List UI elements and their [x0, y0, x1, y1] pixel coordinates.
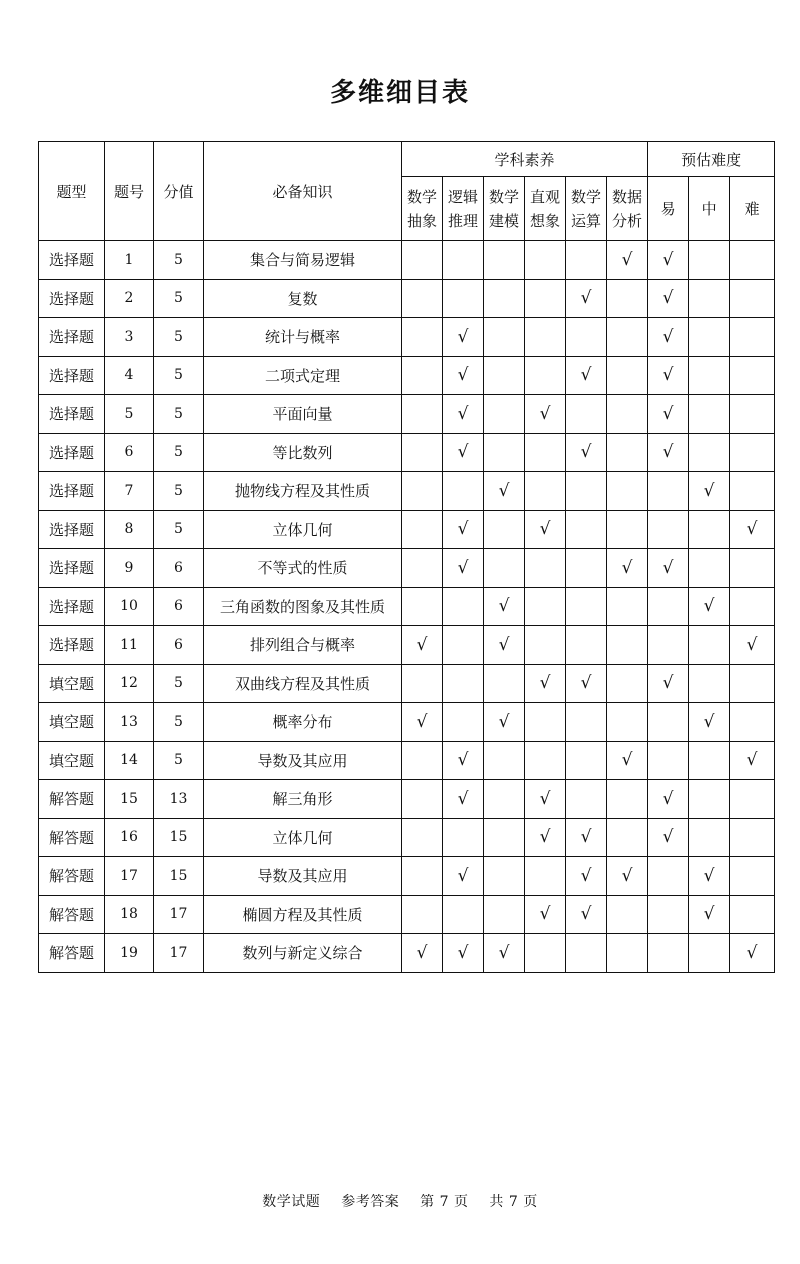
- check-mark: √: [730, 510, 775, 549]
- check-mark: √: [525, 395, 566, 434]
- header-difficulty-2: 难: [730, 177, 775, 241]
- empty-cell: [443, 626, 484, 665]
- empty-cell: [648, 895, 689, 934]
- cell-score: 5: [154, 318, 204, 357]
- cell-type: 选择题: [39, 472, 105, 511]
- empty-cell: [648, 472, 689, 511]
- empty-cell: [730, 703, 775, 742]
- empty-cell: [443, 279, 484, 318]
- empty-cell: [566, 626, 607, 665]
- cell-number: 2: [105, 279, 154, 318]
- empty-cell: [689, 818, 730, 857]
- empty-cell: [484, 895, 525, 934]
- cell-score: 15: [154, 857, 204, 896]
- cell-score: 5: [154, 356, 204, 395]
- cell-score: 5: [154, 472, 204, 511]
- cell-score: 17: [154, 895, 204, 934]
- empty-cell: [689, 279, 730, 318]
- check-mark: √: [443, 510, 484, 549]
- cell-knowledge: 解三角形: [204, 780, 402, 819]
- page-footer: [0, 1191, 800, 1211]
- check-mark: √: [402, 934, 443, 973]
- empty-cell: [730, 895, 775, 934]
- header-difficulty-1: 中: [689, 177, 730, 241]
- empty-cell: [648, 626, 689, 665]
- empty-cell: [730, 433, 775, 472]
- cell-score: 6: [154, 587, 204, 626]
- header-literacy-3: 直观 想象: [525, 177, 566, 241]
- cell-knowledge: 立体几何: [204, 510, 402, 549]
- empty-cell: [730, 395, 775, 434]
- check-mark: √: [402, 703, 443, 742]
- footer-answer: 参考答案: [341, 1194, 400, 1210]
- cell-knowledge: 导数及其应用: [204, 741, 402, 780]
- check-mark: √: [525, 780, 566, 819]
- empty-cell: [566, 472, 607, 511]
- check-mark: √: [689, 703, 730, 742]
- header-difficulty-0: 易: [648, 177, 689, 241]
- empty-cell: [484, 780, 525, 819]
- cell-type: 解答题: [39, 818, 105, 857]
- empty-cell: [607, 626, 648, 665]
- cell-number: 10: [105, 587, 154, 626]
- check-mark: √: [443, 857, 484, 896]
- cell-knowledge: 概率分布: [204, 703, 402, 742]
- cell-knowledge: 导数及其应用: [204, 857, 402, 896]
- empty-cell: [484, 818, 525, 857]
- check-mark: √: [566, 818, 607, 857]
- check-mark: √: [402, 626, 443, 665]
- empty-cell: [402, 279, 443, 318]
- header-literacy-1: 逻辑 推理: [443, 177, 484, 241]
- empty-cell: [730, 857, 775, 896]
- empty-cell: [607, 664, 648, 703]
- empty-cell: [730, 318, 775, 357]
- empty-cell: [607, 895, 648, 934]
- cell-type: 填空题: [39, 741, 105, 780]
- empty-cell: [607, 433, 648, 472]
- empty-cell: [607, 318, 648, 357]
- empty-cell: [525, 549, 566, 588]
- cell-knowledge: 抛物线方程及其性质: [204, 472, 402, 511]
- check-mark: √: [566, 857, 607, 896]
- empty-cell: [525, 741, 566, 780]
- cell-score: 5: [154, 664, 204, 703]
- cell-type: 填空题: [39, 664, 105, 703]
- header-literacy-4: 数学 运算: [566, 177, 607, 241]
- empty-cell: [566, 318, 607, 357]
- empty-cell: [443, 664, 484, 703]
- header-type: 题型: [39, 142, 105, 241]
- empty-cell: [607, 703, 648, 742]
- empty-cell: [525, 433, 566, 472]
- cell-number: 19: [105, 934, 154, 973]
- table-body: [39, 241, 775, 973]
- footer-total: 共 7 页: [489, 1194, 538, 1210]
- footer-page: 第 7 页: [420, 1194, 469, 1210]
- empty-cell: [566, 510, 607, 549]
- cell-number: 3: [105, 318, 154, 357]
- check-mark: √: [484, 626, 525, 665]
- empty-cell: [607, 510, 648, 549]
- empty-cell: [484, 318, 525, 357]
- cell-score: 5: [154, 510, 204, 549]
- cell-score: 17: [154, 934, 204, 973]
- check-mark: √: [443, 356, 484, 395]
- empty-cell: [402, 587, 443, 626]
- check-mark: √: [525, 664, 566, 703]
- empty-cell: [689, 934, 730, 973]
- cell-type: 填空题: [39, 703, 105, 742]
- check-mark: √: [648, 780, 689, 819]
- header-number: 题号: [105, 142, 154, 241]
- table-row: [39, 356, 775, 395]
- empty-cell: [402, 510, 443, 549]
- cell-number: 17: [105, 857, 154, 896]
- header-literacy-0: 数学 抽象: [402, 177, 443, 241]
- empty-cell: [607, 356, 648, 395]
- table-row: [39, 433, 775, 472]
- table-row: [39, 780, 775, 819]
- cell-number: 1: [105, 241, 154, 280]
- table-row: [39, 279, 775, 318]
- empty-cell: [689, 510, 730, 549]
- empty-cell: [525, 587, 566, 626]
- empty-cell: [525, 356, 566, 395]
- cell-score: 5: [154, 741, 204, 780]
- empty-cell: [730, 818, 775, 857]
- empty-cell: [566, 741, 607, 780]
- empty-cell: [402, 395, 443, 434]
- empty-cell: [730, 356, 775, 395]
- cell-score: 5: [154, 703, 204, 742]
- empty-cell: [525, 318, 566, 357]
- cell-number: 14: [105, 741, 154, 780]
- check-mark: √: [607, 857, 648, 896]
- cell-type: 解答题: [39, 780, 105, 819]
- check-mark: √: [443, 433, 484, 472]
- empty-cell: [689, 395, 730, 434]
- empty-cell: [607, 587, 648, 626]
- cell-knowledge: 等比数列: [204, 433, 402, 472]
- cell-type: 选择题: [39, 587, 105, 626]
- empty-cell: [689, 356, 730, 395]
- empty-cell: [402, 818, 443, 857]
- cell-score: 13: [154, 780, 204, 819]
- empty-cell: [648, 510, 689, 549]
- table-row: [39, 395, 775, 434]
- check-mark: √: [648, 818, 689, 857]
- specification-table: [38, 141, 775, 973]
- check-mark: √: [689, 857, 730, 896]
- check-mark: √: [607, 741, 648, 780]
- cell-type: 选择题: [39, 395, 105, 434]
- empty-cell: [525, 934, 566, 973]
- empty-cell: [566, 241, 607, 280]
- cell-type: 选择题: [39, 626, 105, 665]
- cell-score: 5: [154, 241, 204, 280]
- empty-cell: [443, 703, 484, 742]
- check-mark: √: [648, 279, 689, 318]
- cell-number: 6: [105, 433, 154, 472]
- cell-score: 5: [154, 433, 204, 472]
- check-mark: √: [484, 934, 525, 973]
- empty-cell: [648, 934, 689, 973]
- check-mark: √: [484, 472, 525, 511]
- cell-score: 5: [154, 279, 204, 318]
- cell-number: 7: [105, 472, 154, 511]
- page-title: 多维细目表: [329, 78, 470, 108]
- check-mark: √: [566, 356, 607, 395]
- empty-cell: [402, 780, 443, 819]
- empty-cell: [607, 780, 648, 819]
- table-row: [39, 587, 775, 626]
- cell-type: 选择题: [39, 549, 105, 588]
- empty-cell: [689, 433, 730, 472]
- empty-cell: [648, 703, 689, 742]
- empty-cell: [402, 741, 443, 780]
- empty-cell: [525, 241, 566, 280]
- table-row: [39, 626, 775, 665]
- cell-number: 9: [105, 549, 154, 588]
- empty-cell: [566, 934, 607, 973]
- empty-cell: [484, 433, 525, 472]
- header-score: 分值: [154, 142, 204, 241]
- check-mark: √: [689, 895, 730, 934]
- table-row: [39, 510, 775, 549]
- check-mark: √: [525, 510, 566, 549]
- table-header: [39, 142, 775, 241]
- empty-cell: [484, 741, 525, 780]
- cell-knowledge: 椭圆方程及其性质: [204, 895, 402, 934]
- empty-cell: [443, 472, 484, 511]
- empty-cell: [566, 549, 607, 588]
- empty-cell: [484, 241, 525, 280]
- check-mark: √: [484, 587, 525, 626]
- empty-cell: [566, 395, 607, 434]
- cell-type: 选择题: [39, 318, 105, 357]
- check-mark: √: [730, 741, 775, 780]
- cell-knowledge: 二项式定理: [204, 356, 402, 395]
- check-mark: √: [730, 934, 775, 973]
- empty-cell: [689, 549, 730, 588]
- empty-cell: [402, 895, 443, 934]
- check-mark: √: [443, 741, 484, 780]
- cell-knowledge: 集合与简易逻辑: [204, 241, 402, 280]
- empty-cell: [689, 318, 730, 357]
- cell-number: 8: [105, 510, 154, 549]
- empty-cell: [525, 857, 566, 896]
- empty-cell: [689, 241, 730, 280]
- empty-cell: [607, 472, 648, 511]
- cell-knowledge: 立体几何: [204, 818, 402, 857]
- empty-cell: [730, 549, 775, 588]
- table-row: [39, 703, 775, 742]
- empty-cell: [607, 934, 648, 973]
- empty-cell: [689, 741, 730, 780]
- check-mark: √: [443, 780, 484, 819]
- cell-knowledge: 双曲线方程及其性质: [204, 664, 402, 703]
- cell-type: 选择题: [39, 241, 105, 280]
- check-mark: √: [484, 703, 525, 742]
- table-row: [39, 318, 775, 357]
- empty-cell: [730, 664, 775, 703]
- empty-cell: [689, 780, 730, 819]
- check-mark: √: [525, 895, 566, 934]
- empty-cell: [484, 857, 525, 896]
- cell-score: 15: [154, 818, 204, 857]
- header-literacy-2: 数学 建模: [484, 177, 525, 241]
- cell-knowledge: 不等式的性质: [204, 549, 402, 588]
- table-row: [39, 934, 775, 973]
- empty-cell: [648, 587, 689, 626]
- cell-type: 选择题: [39, 279, 105, 318]
- empty-cell: [607, 818, 648, 857]
- header-knowledge: 必备知识: [204, 142, 402, 241]
- empty-cell: [402, 433, 443, 472]
- empty-cell: [648, 741, 689, 780]
- empty-cell: [484, 664, 525, 703]
- empty-cell: [566, 587, 607, 626]
- cell-type: 解答题: [39, 895, 105, 934]
- cell-knowledge: 排列组合与概率: [204, 626, 402, 665]
- empty-cell: [402, 472, 443, 511]
- cell-number: 4: [105, 356, 154, 395]
- empty-cell: [648, 857, 689, 896]
- cell-number: 15: [105, 780, 154, 819]
- empty-cell: [402, 549, 443, 588]
- cell-number: 11: [105, 626, 154, 665]
- empty-cell: [443, 587, 484, 626]
- empty-cell: [607, 279, 648, 318]
- check-mark: √: [648, 664, 689, 703]
- header-difficulty-group: 预估难度: [648, 142, 775, 177]
- check-mark: √: [730, 626, 775, 665]
- cell-type: 选择题: [39, 356, 105, 395]
- check-mark: √: [566, 895, 607, 934]
- check-mark: √: [648, 356, 689, 395]
- empty-cell: [525, 703, 566, 742]
- cell-number: 18: [105, 895, 154, 934]
- check-mark: √: [648, 549, 689, 588]
- table-row: [39, 241, 775, 280]
- empty-cell: [402, 241, 443, 280]
- empty-cell: [730, 780, 775, 819]
- empty-cell: [689, 664, 730, 703]
- empty-cell: [525, 279, 566, 318]
- cell-score: 5: [154, 395, 204, 434]
- table-row: [39, 741, 775, 780]
- empty-cell: [402, 857, 443, 896]
- table-row: [39, 664, 775, 703]
- cell-type: 选择题: [39, 510, 105, 549]
- check-mark: √: [525, 818, 566, 857]
- empty-cell: [525, 472, 566, 511]
- cell-score: 6: [154, 626, 204, 665]
- check-mark: √: [648, 241, 689, 280]
- check-mark: √: [443, 934, 484, 973]
- empty-cell: [566, 780, 607, 819]
- empty-cell: [484, 279, 525, 318]
- empty-cell: [402, 356, 443, 395]
- cell-number: 12: [105, 664, 154, 703]
- check-mark: √: [689, 587, 730, 626]
- cell-number: 16: [105, 818, 154, 857]
- cell-knowledge: 三角函数的图象及其性质: [204, 587, 402, 626]
- check-mark: √: [607, 549, 648, 588]
- table-row: [39, 895, 775, 934]
- check-mark: √: [566, 433, 607, 472]
- check-mark: √: [607, 241, 648, 280]
- empty-cell: [607, 395, 648, 434]
- check-mark: √: [566, 279, 607, 318]
- empty-cell: [484, 395, 525, 434]
- cell-knowledge: 复数: [204, 279, 402, 318]
- table-row: [39, 549, 775, 588]
- empty-cell: [730, 587, 775, 626]
- empty-cell: [689, 626, 730, 665]
- check-mark: √: [648, 433, 689, 472]
- table-row: [39, 818, 775, 857]
- empty-cell: [443, 818, 484, 857]
- cell-type: 解答题: [39, 934, 105, 973]
- header-literacy-5: 数据 分析: [607, 177, 648, 241]
- footer-subject: 数学试题: [262, 1194, 321, 1210]
- empty-cell: [566, 703, 607, 742]
- table-row: [39, 472, 775, 511]
- cell-number: 13: [105, 703, 154, 742]
- cell-number: 5: [105, 395, 154, 434]
- header-literacy-group: 学科素养: [402, 142, 648, 177]
- empty-cell: [402, 664, 443, 703]
- empty-cell: [730, 279, 775, 318]
- cell-knowledge: 平面向量: [204, 395, 402, 434]
- check-mark: √: [443, 318, 484, 357]
- check-mark: √: [648, 395, 689, 434]
- empty-cell: [730, 241, 775, 280]
- empty-cell: [402, 318, 443, 357]
- cell-knowledge: 统计与概率: [204, 318, 402, 357]
- cell-knowledge: 数列与新定义综合: [204, 934, 402, 973]
- empty-cell: [443, 241, 484, 280]
- check-mark: √: [648, 318, 689, 357]
- check-mark: √: [566, 664, 607, 703]
- cell-score: 6: [154, 549, 204, 588]
- empty-cell: [484, 549, 525, 588]
- empty-cell: [443, 895, 484, 934]
- check-mark: √: [689, 472, 730, 511]
- empty-cell: [484, 356, 525, 395]
- empty-cell: [525, 626, 566, 665]
- check-mark: √: [443, 549, 484, 588]
- empty-cell: [484, 510, 525, 549]
- check-mark: √: [443, 395, 484, 434]
- empty-cell: [730, 472, 775, 511]
- cell-type: 选择题: [39, 433, 105, 472]
- table-row: [39, 857, 775, 896]
- cell-type: 解答题: [39, 857, 105, 896]
